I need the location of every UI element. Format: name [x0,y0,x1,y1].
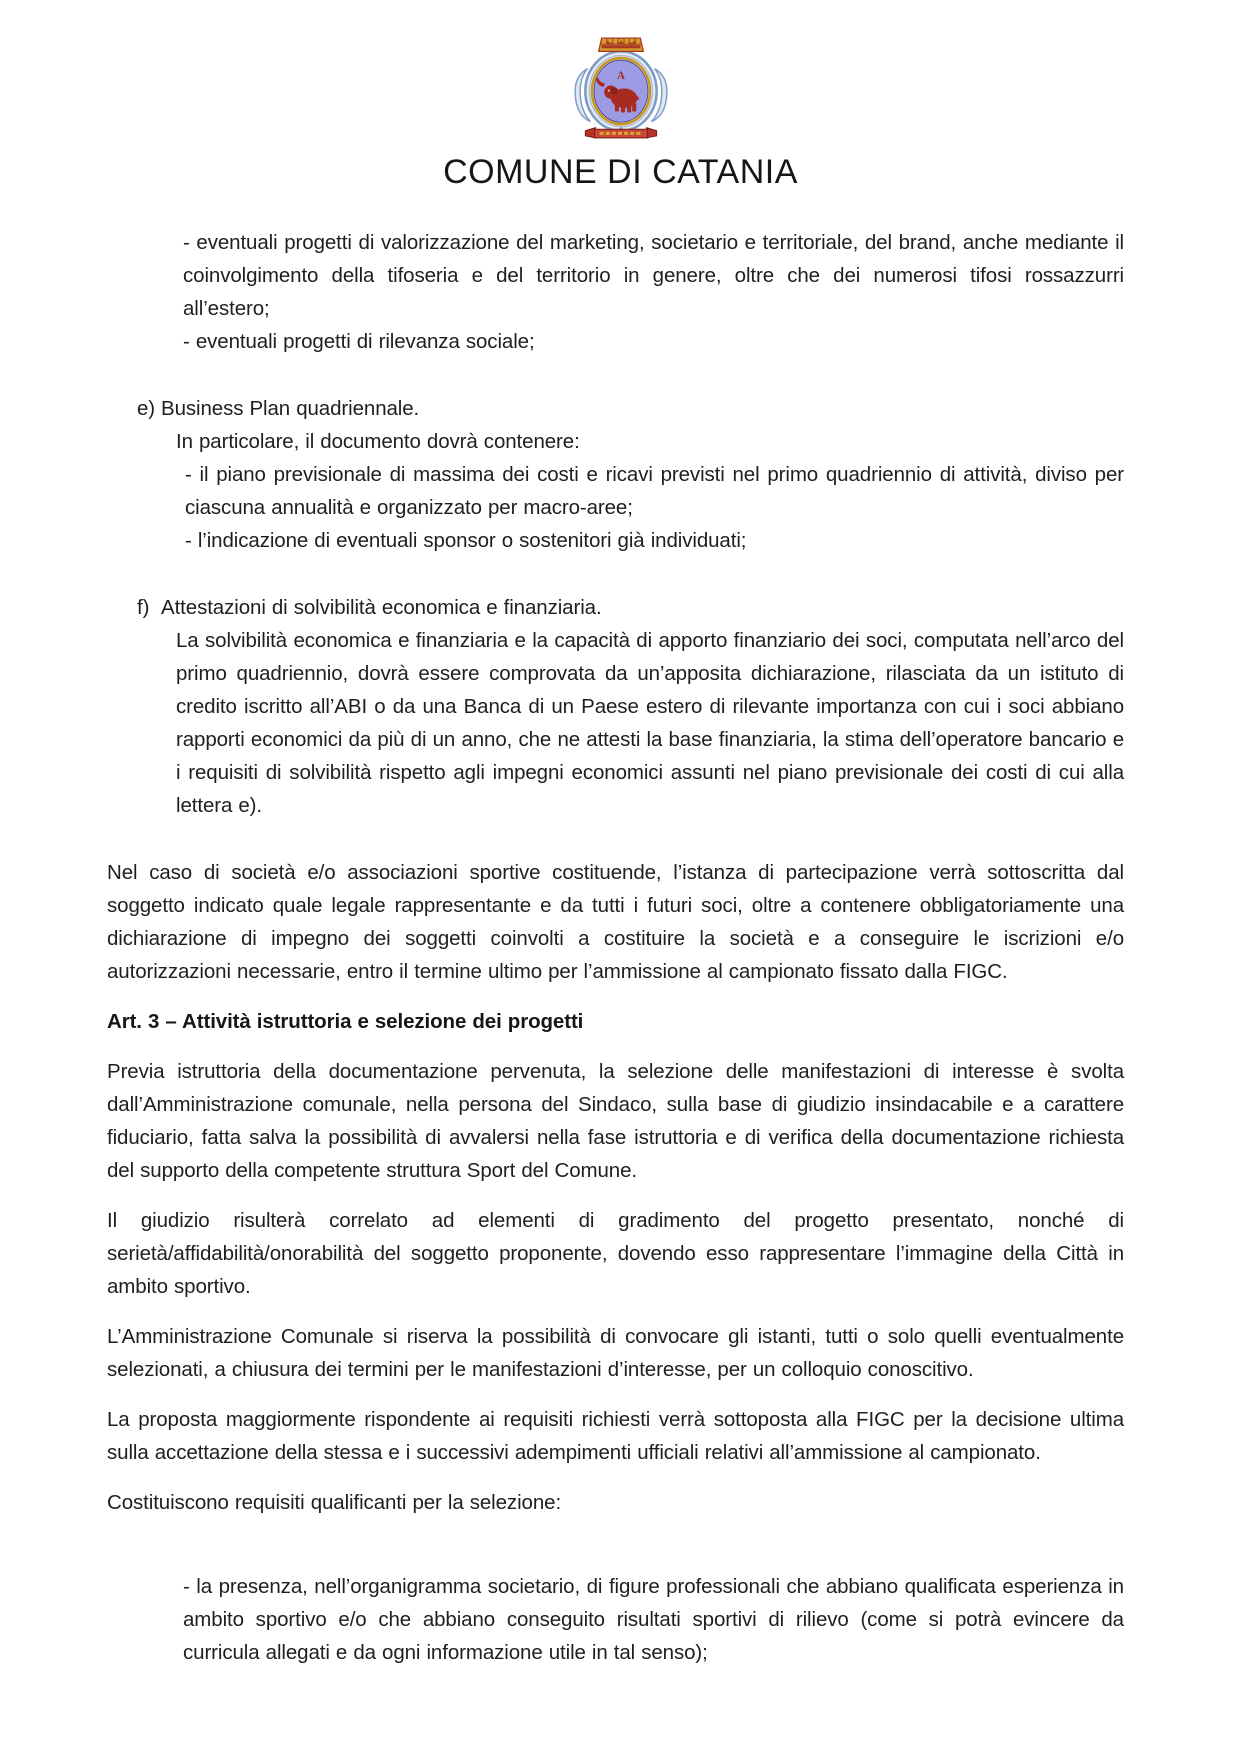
document-body [107,226,1124,1669]
catania-coat-of-arms-icon [565,30,677,142]
paragraph-giudizio: Il giudizio risulterà correlato ad elementi di gradimento del progetto presentato, nonché di serietà/affidabilità/onorabilità del soggetto proponente, dovendo esso rappresentare l’immagine della Città in ambito sportivo. [107,1209,1124,1299]
spacer [107,1536,1124,1570]
item-f-label: f) [137,596,150,620]
item-e-title: Business Plan quadriennale. [161,397,420,421]
document-header [0,0,1241,192]
crest-svg [565,30,677,142]
crest-letter-a: A [616,69,625,82]
item-f-text: La solvibilità economica e finanziaria e la capacità di apporto finanziario dei soci, computata nell’arco del primo quadriennio, dovrà essere comprovata da un’apposita dichiarazione, rilasciata da un istituto di credito iscritto all’ABI o da una Banca di un Paese estero di rilevante importanza con cui i soci abbiano rapporti economici da più di un anno, che ne attesti la base finanziaria, la stima dell’operatore bancario e i requisiti di solvibilità rispetto agli impegni economici assunti nel piano previsionale dei costi di cui alla lettera e). [176,629,1124,818]
item-e-label: e) [137,397,156,421]
paragraph-societa-costituende: Nel caso di società e/o associazioni sportive costituende, l’istanza di partecipazione verrà sottoscritta dal soggetto indicato quale legale rappresentante e da tutti i futuri soci, oltre a contenere obbligatoriamente una dichiarazione di impegno dei soggetti coinvolti a costituire la società e a conseguire le iscrizioni e/o autorizzazioni necessarie, entro il termine ultimo per l’ammissione al campionato fissato dalla FIGC. [107,861,1124,984]
item-e-lead: In particolare, il documento dovrà contenere: [176,430,580,454]
item-e-point-2: - l’indicazione di eventuali sponsor o sostenitori già individuati; [185,529,747,553]
list-item-f [137,591,1124,624]
page-title: COMUNE DI CATANIA [443,153,798,191]
crown-icon [598,38,643,51]
elephant-eye [607,90,609,92]
motto-ribbon [585,128,656,138]
article-3-heading: Art. 3 – Attività istruttoria e selezione dei progetti [107,1010,584,1034]
list-item-requisito-presenza: - la presenza, nell’organigramma societario, di figure professionali che abbiano qualificata esperienza in ambito sportivo e/o che abbiano conseguito risultati sportivi di rilievo (come si potrà evincere da curricula allegati e da ogni informazione utile in tal senso); [183,1575,1124,1665]
item-f-title: Attestazioni di solvibilità economica e finanziaria. [161,596,602,620]
list-item-d-point-1: - eventuali progetti di valorizzazione del marketing, societario e territoriale, del brand, anche mediante il coinvolgimento della tifoseria e del territorio in genere, oltre che dei numerosi tifosi rossazzurri all’estero; [183,231,1124,321]
list-item-d-point-2: - eventuali progetti di rilevanza sociale; [183,330,535,354]
elephant-ear [610,87,617,94]
list-item-e [137,392,1124,425]
paragraph-convocazione: L’Amministrazione Comunale si riserva la possibilità di convocare gli istanti, tutti o solo quelli eventualmente selezionati, a chiusura dei termini per le manifestazioni d’interesse, per un colloquio conoscitivo. [107,1325,1124,1382]
spacer [107,822,1124,856]
spacer [107,557,1124,591]
paragraph-requisiti-intro: Costituiscono requisiti qualificanti per la selezione: [107,1491,562,1515]
item-e-point-1: - il piano previsionale di massima dei costi e ricavi previsti nel primo quadriennio di attività, diviso per ciascuna annualità e organizzato per macro-aree; [185,463,1124,520]
paragraph-proposta-figc: La proposta maggiormente rispondente ai requisiti richiesti verrà sottoposta alla FIGC per la decisione ultima sulla accettazione della stessa e i successivi adempimenti ufficiali relativi all’ammissione al campionato. [107,1408,1124,1465]
paragraph-previa-istruttoria: Previa istruttoria della documentazione pervenuta, la selezione delle manifestazioni di interesse è svolta dall’Amministrazione comunale, nella persona del Sindaco, sulla base di giudizio insindacabile e a carattere fiduciario, fatta salva la possibilità di avvalersi nella fase istruttoria e di verifica della documentazione richiesta del supporto della competente struttura Sport del Comune. [107,1060,1124,1183]
spacer [107,358,1124,392]
